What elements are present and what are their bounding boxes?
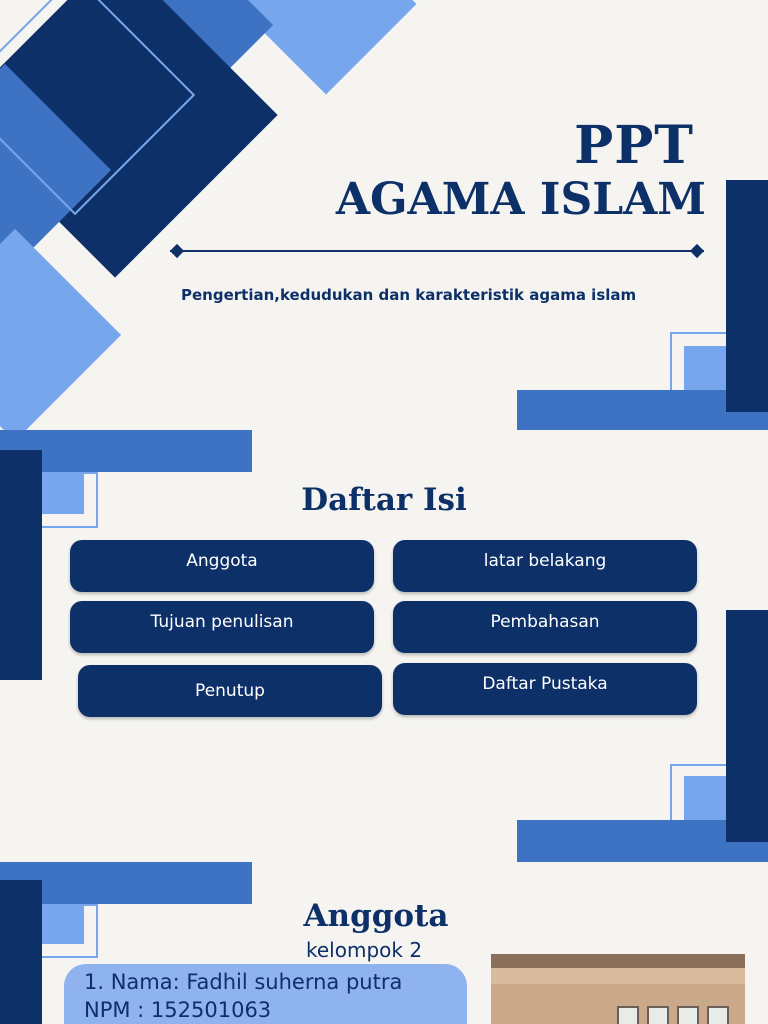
decor-right-outline — [670, 764, 734, 828]
decor-right-column — [726, 610, 768, 842]
photo-window — [707, 1006, 729, 1024]
subtitle: Pengertian,kedudukan dan karakteristik agama islam — [181, 286, 637, 304]
toc-item-label: Penutup — [195, 681, 265, 701]
toc-item-anggota[interactable] — [70, 540, 374, 592]
toc-item-latar-belakang[interactable] — [393, 540, 697, 592]
photo-window — [677, 1006, 699, 1024]
toc-item-daftar-pustaka[interactable] — [393, 663, 697, 715]
toc-item-label: Pembahasan — [490, 612, 600, 632]
member-npm: NPM : 152501063 — [84, 998, 272, 1022]
toc-item-penutup[interactable] — [78, 665, 382, 717]
photo-wall-band — [491, 968, 745, 984]
group-photo — [491, 954, 745, 1024]
photo-window — [617, 1006, 639, 1024]
member-details — [84, 968, 402, 1024]
toc-item-tujuan-penulisan[interactable] — [70, 601, 374, 653]
decor-right-outline — [670, 332, 734, 396]
slide-contents — [0, 430, 768, 862]
photo-window — [647, 1006, 669, 1024]
toc-item-label: Daftar Pustaka — [482, 674, 608, 694]
group-label: kelompok 2 — [306, 938, 423, 962]
contents-heading: Daftar Isi — [301, 482, 467, 518]
members-heading: Anggota — [303, 898, 449, 934]
decor-right-column — [726, 180, 768, 412]
ornament-divider — [170, 250, 704, 252]
member-name: 1. Nama: Fadhil suherna putra — [84, 970, 403, 994]
toc-item-pembahasan[interactable] — [393, 601, 697, 653]
slide-members — [0, 862, 768, 1024]
title-line-2: AGAMA ISLAM — [335, 174, 706, 225]
toc-item-label: Tujuan penulisan — [150, 612, 294, 632]
toc-item-label: Anggota — [186, 551, 258, 571]
title-line-1: PPT — [574, 115, 694, 176]
toc-item-label: latar belakang — [483, 551, 607, 571]
slide-title — [0, 0, 768, 430]
photo-roof — [491, 954, 745, 968]
